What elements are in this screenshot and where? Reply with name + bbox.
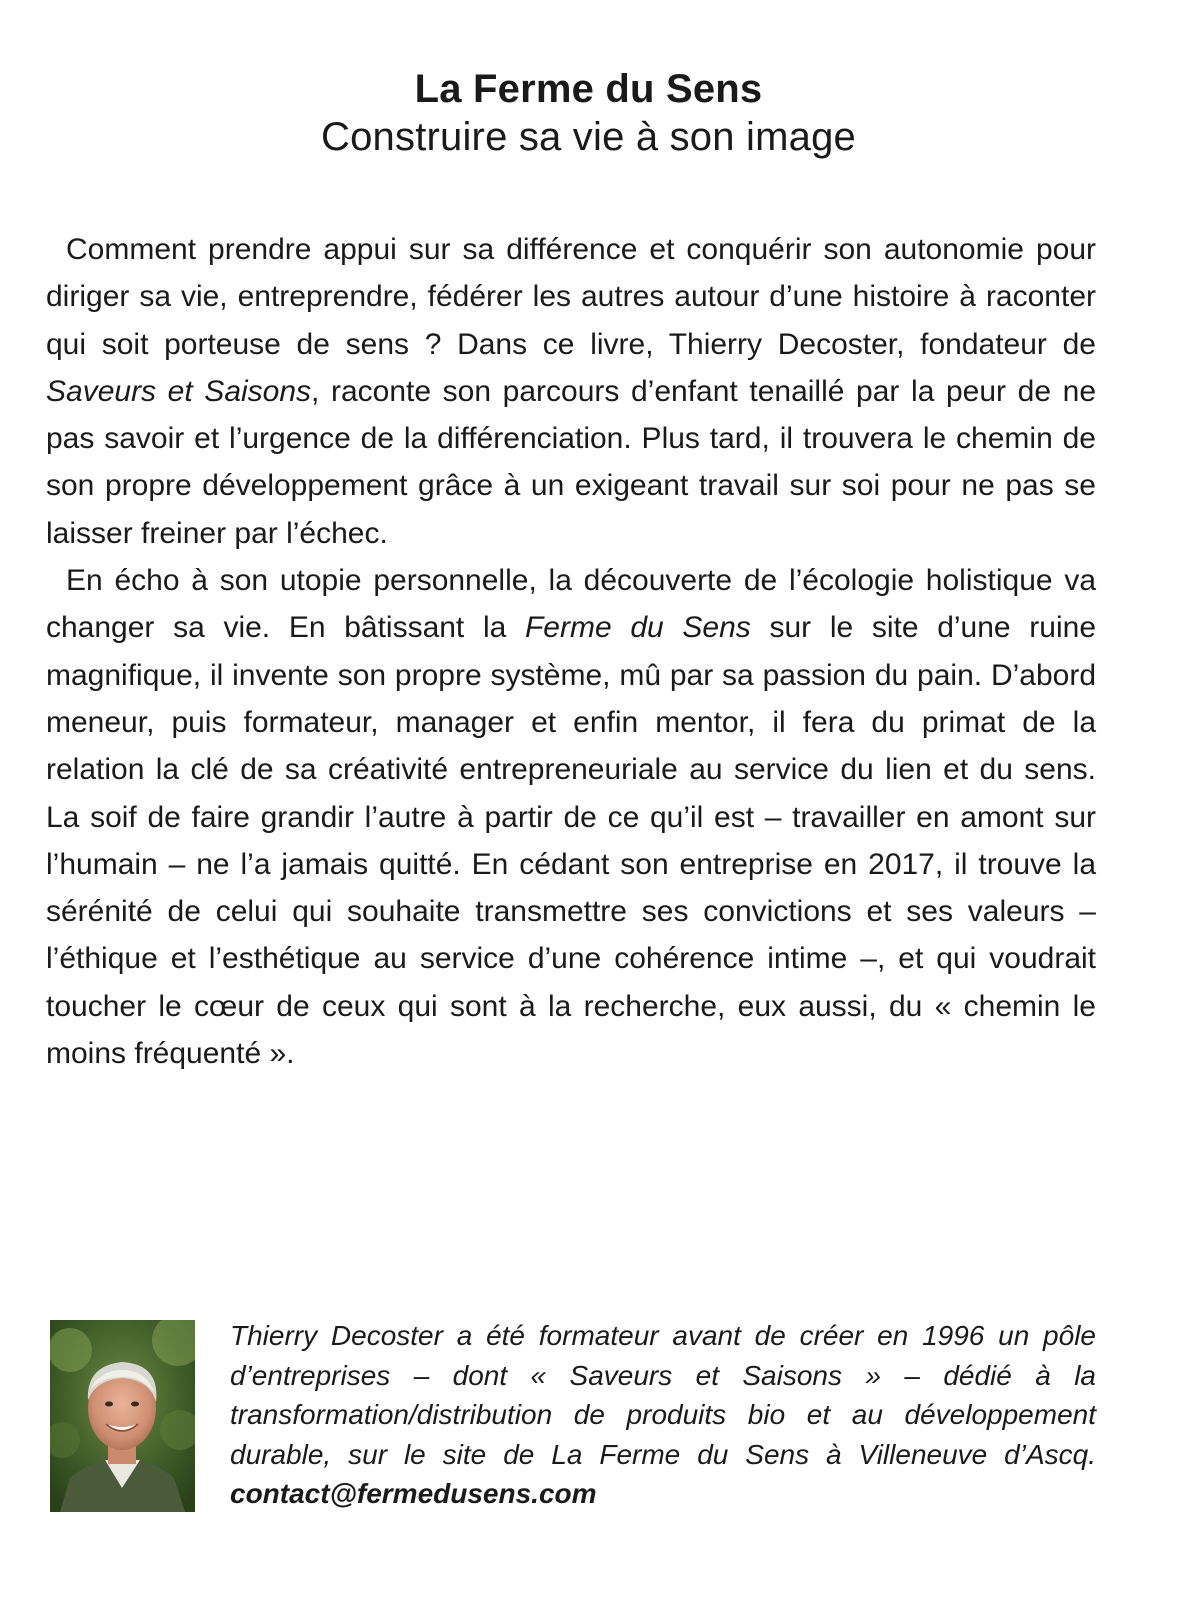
contact-email[interactable]: contact@fermedusens.com	[230, 1478, 597, 1509]
author-bio-text: Thierry Decoster a été formateur avant de créer en 1996 un pôle d’entreprises – dont « Saveurs et Saisons » – dédié à la transformation/distribution de produits bio et au développement durable, sur le site de La Ferme du Sens à Villeneuve d’Ascq.	[230, 1320, 1096, 1470]
description-paragraph-1	[46, 226, 1096, 557]
author-block	[50, 1316, 1096, 1516]
paragraph-1-emphasis: Saveurs et Saisons	[46, 374, 312, 408]
paragraph-2-text-a: En écho à son utopie personnelle, la découverte de l’écologie holistique va changer sa vie. En bâtissant la	[46, 564, 1096, 645]
book-description	[46, 226, 1096, 1077]
description-paragraph-2	[46, 557, 1096, 1077]
author-bio	[230, 1316, 1096, 1514]
author-photo	[50, 1320, 195, 1512]
paragraph-1-text-a: Comment prendre appui sur sa différence et conquérir son autonomie pour diriger sa vie, entreprendre, fédérer les autres autour d’une histoire à raconter qui soit porteuse de sens ? Dans ce livre, Thierry Decoster, fondateur de	[46, 233, 1096, 361]
book-subtitle: Construire sa vie à son image	[321, 115, 856, 159]
paragraph-2-emphasis: Ferme du Sens	[524, 611, 751, 645]
book-title: La Ferme du Sens	[414, 67, 763, 111]
author-portrait-icon	[50, 1320, 195, 1512]
header	[0, 66, 1177, 162]
paragraph-1-text-b: , raconte son parcours d’enfant tenaillé par la peur de ne pas savoir et l’urgence de la différenciation. Plus tard, il trouvera le chemin de son propre développement grâce à un exigeant travail sur soi pour ne pas se laisser freiner par l’échec.	[46, 374, 1096, 550]
paragraph-2-text-b: sur le site d’une ruine magnifique, il invente son propre système, mû par sa passion du pain. D’abord meneur, puis formateur, manager et enfin mentor, il fera du primat de la relation la clé de sa créativité entrepreneuriale au service du lien et du sens. La soif de faire grandir l’autre à partir de ce qu’il est – travailler en amont sur l’humain – ne l’a jamais quitté. En cédant son entreprise en 2017, il trouve la sérénité de celui qui souhaite transmettre ses convictions et ses valeurs – l’éthique et l’esthétique au service d’une cohérence intime –, et qui voudrait toucher le cœur de ceux qui sont à la recherche, eux aussi, du « chemin le moins fréquenté ».	[46, 611, 1097, 1071]
